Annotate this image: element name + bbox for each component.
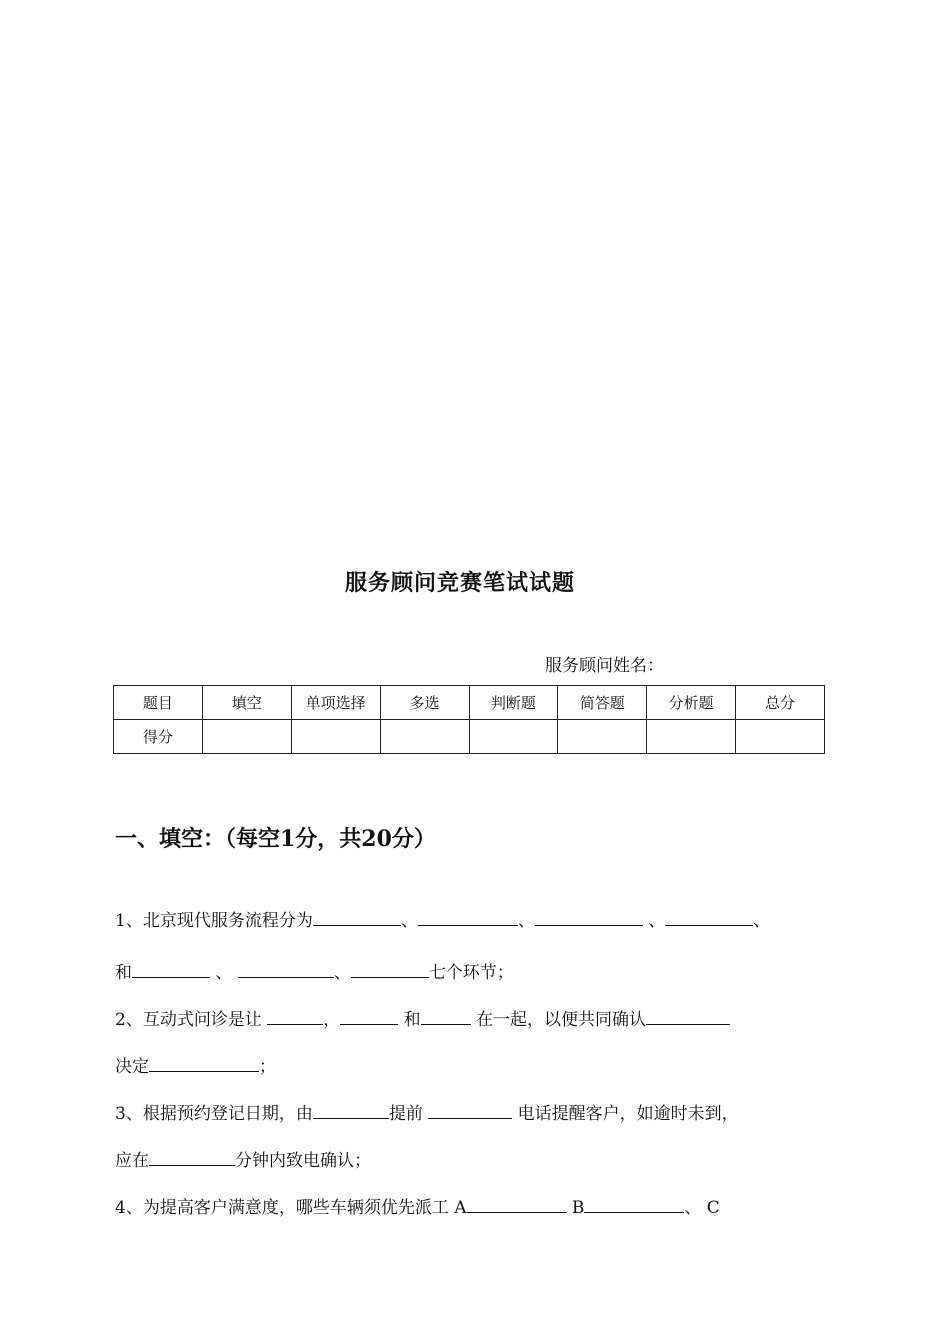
score-cell[interactable] [202,720,291,754]
blank[interactable] [267,1007,323,1025]
blank[interactable] [421,1007,471,1025]
blank[interactable] [418,908,518,926]
question-text: 、 [517,911,535,931]
question-3-line-1 [115,1099,739,1124]
question-text: 、 [333,963,351,983]
header-cell: 总分 [736,686,825,720]
blank[interactable] [665,908,753,926]
score-cell[interactable] [558,720,647,754]
question-text: ， [323,1010,341,1030]
score-cell[interactable] [647,720,736,754]
section-heading: 一、填空：（每空1分，共20分） [115,826,436,852]
score-cell[interactable] [736,720,825,754]
question-text: 应在 [115,1151,149,1171]
score-cell[interactable] [380,720,469,754]
question-text: 在一起，以便共同确认 [470,1010,647,1030]
question-text: 电话提醒客户，如逾时未到， [512,1104,739,1124]
question-text: 提前 [388,1104,429,1124]
question-text: 、 [753,911,771,931]
question-text: 、 [642,911,666,931]
question-4-line-1 [115,1193,720,1218]
blank[interactable] [313,908,401,926]
blank[interactable] [132,960,210,978]
blank[interactable] [149,1054,259,1072]
blank[interactable] [646,1007,730,1025]
question-text: 4、为提高客户满意度，哪些车辆须优先派工 A [115,1198,467,1218]
blank[interactable] [238,960,334,978]
score-cell[interactable] [291,720,380,754]
page-title: 服务顾问竞赛笔试试题 [344,570,575,596]
header-cell: 题目 [114,686,203,720]
blank[interactable] [313,1101,389,1119]
question-text: 3、根据预约登记日期，由 [115,1104,313,1124]
question-text: 、 [210,963,238,983]
question-text: 、 C [684,1198,720,1218]
header-cell: 多选 [380,686,469,720]
question-3-line-2 [115,1146,371,1171]
header-cell: 填空 [202,686,291,720]
header-cell: 单项选择 [291,686,380,720]
header-cell: 判断题 [469,686,558,720]
question-text: 、 [400,911,418,931]
header-cell: 简答题 [558,686,647,720]
score-cell[interactable] [469,720,558,754]
score-table [113,685,825,754]
blank[interactable] [535,908,643,926]
name-label: 服务顾问姓名： [545,656,664,676]
question-text: 和 [398,1010,421,1030]
question-text: 分钟内致电确认； [235,1151,371,1171]
question-text: ； [259,1057,276,1077]
score-table-header-row [114,686,825,720]
blank[interactable] [584,1195,684,1213]
question-text: 决定 [115,1057,149,1077]
score-table-score-row [114,720,825,754]
question-2-line-2 [115,1052,276,1077]
header-cell: 分析题 [647,686,736,720]
blank[interactable] [149,1148,235,1166]
question-text: 七个环节； [428,963,514,983]
row-label-cell: 得分 [114,720,203,754]
blank[interactable] [340,1007,398,1025]
question-1-line-2 [115,958,514,983]
question-text: B [566,1198,585,1218]
question-2-line-1 [115,1005,730,1030]
blank[interactable] [351,960,429,978]
question-text: 和 [115,963,132,983]
question-1-line-1 [115,906,770,931]
question-text: 2、互动式问诊是让 [115,1010,268,1030]
blank[interactable] [428,1101,512,1119]
question-text: 1、北京现代服务流程分为 [115,911,313,931]
blank[interactable] [467,1195,567,1213]
